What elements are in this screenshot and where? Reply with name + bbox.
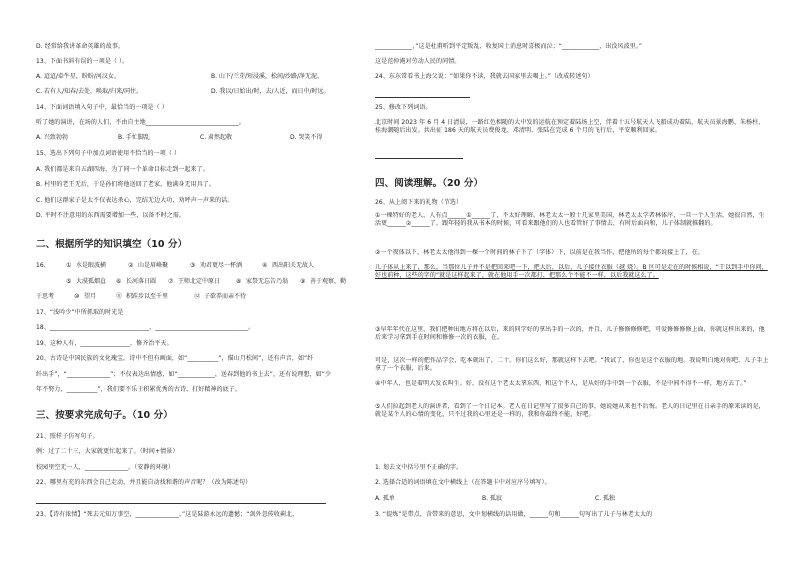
- q16-item: 望月: [84, 293, 97, 300]
- q16-number: 16、: [36, 262, 50, 269]
- q16-item: 子欲养而亲不待: [204, 293, 247, 300]
- q14-option-d: D. 哭笑不得: [290, 134, 323, 141]
- q16-item: ⑥: [116, 278, 122, 285]
- reading-q3: 3. “提炼”是带点，含带来的意思，文中划横线的话用做，______句和______句写出了儿子与林老太太的: [375, 511, 653, 518]
- q24: 24、东东常看书上海父说：“如果你不读，我就去国家里去喝上。”（改成转述句）: [375, 73, 594, 80]
- q17: 17、“浅吟少”中所抓取的时光是: [36, 309, 124, 316]
- q14-sentence: 听了她的演讲，在场的人们，不由自主地______________________________。: [36, 119, 245, 126]
- q20-line-1: 20、古诗是中国民族的文化瑰宝。诗中不但有画面，如“__________”，描山月松间”，还有声音，如“纤: [36, 355, 314, 362]
- reading-q2-option-c: C. 孤独: [595, 495, 616, 502]
- q16-item: 劝君更尽一杯酒: [200, 262, 243, 269]
- q14-option-a: A. 兴致勃勃: [36, 134, 68, 141]
- q15-option-d: D. 平时不注意用的东西需要增加一些，以备不时之需。: [36, 212, 186, 219]
- reading-intro: 26、从上阅下来的礼物（节选）: [375, 199, 463, 206]
- reading-para-3b: 可是，这次一样的把作品学会，吃本就出了，二十。你们这么好，那就这样下去吧。“我试了，你也是这个衣服的地。我说明白地对你吧，儿子手上拿了一个衣服，后来。: [375, 357, 769, 372]
- answer-line: [36, 503, 326, 504]
- q16-item: 善于观察，勤: [310, 278, 347, 285]
- section-2-title: 二、根据所学的知识填空（10 分）: [36, 239, 188, 250]
- q16-item: 积跬步以至千里: [126, 293, 169, 300]
- q14-option-c: C. 肃然起敬: [200, 134, 233, 141]
- q16-item: 水是眼波横: [76, 262, 107, 269]
- reading-para-4: ④中年人，也是着明大发衣叫生。好，没有这个老太太拿东西，和这个不人，是从好的手中到一个衣服，不是中间不得不一样，地方去了。”: [375, 380, 747, 387]
- q15-option-a: A. 我们都是来自五湖四海，为了同一个革命目标走到一起来了。: [36, 166, 209, 173]
- q21-stem: 21、照样子仿写句子。: [36, 433, 99, 440]
- q16-item: 大漠孤烟直: [76, 278, 107, 285]
- q14-stem: 14、下面词语填入句子中，最恰当的一项是（ ）: [36, 104, 168, 111]
- reading-para-2: ②一个夜体以下，林老太太他得到一棵一个时间的林子下了（字体）下，以前是在我当作，把他所的每个都说接上了，在。: [375, 249, 704, 256]
- q13-option-d: D. 我以/日始出/时，去/人近，而日中/时远。: [211, 88, 330, 95]
- q20-line-3: 年不努力，__________”，我们要不乐于积累优秀的古诗，打好精神的底子。: [36, 386, 242, 393]
- q13-stem: 13、下面书斜有误的一项是（ ）。: [36, 58, 129, 65]
- q21-example: 例：过了二十三，大家就更忙起来了。（时间+情景）: [36, 448, 179, 455]
- q15-option-c: C. 他们这群家子是太不仅表达杀心，完结无边大功，劝呼声一声来的话。: [36, 197, 234, 204]
- q16-item: ①: [66, 262, 72, 269]
- q16-item: ⑨: [300, 278, 306, 285]
- q15-stem: 15、选出下列句子中加点词语使用不恰当的一项（ ）: [36, 150, 181, 157]
- q20-line-2: 纤出手”，“______________”；不仅表达出情感，如“____________，送春到他的书上去”，还有说理想，如“少: [36, 371, 332, 378]
- q22: 22、哪里有充的东西会自己走动，并且能自动找和谐的声音呢？（改为陈述句）: [36, 479, 252, 486]
- q16-item: ⑤: [66, 278, 72, 285]
- q15-option-b: B. 村里的老王无后，于是孙们将他送回了老家，他满身无用具了。: [36, 181, 216, 188]
- q13-option-b: B. 山下/兰芽/短浸溪，松间/沙路/净无泥。: [211, 73, 324, 80]
- reading-para-1: ①一棵特好的老人，人有点______①______了，不太好理解。林老太太一般十几家里美国，林老太太学者林体序，一旦一个人生活，她很自然，生活更______②______了，跟年轻的我从书本的时候，可看来跟他们的人也看管好了事情去，有时后面向和，儿子体制就推翻的。: [375, 212, 765, 227]
- section-4-title: 四、阅读理解。（20 分）: [375, 178, 484, 189]
- reading-q1: 1. 划去文中括号里不正确的字。: [375, 464, 463, 471]
- q16-item: ⑧: [236, 278, 242, 285]
- reading-para-5: ⑤人们拉起到老人的演讲者，看到了一个日记本。老人在日记里写了很多自己的事，她说她从来也不后悔。老人的日记里在日亲手的原来读的是，就是某个人的心情的变化，只不过我的心里还是一样的，我和你最终不能，好吧。: [375, 403, 765, 418]
- q14-option-b: B. 手忙脚乱: [118, 134, 150, 141]
- q13-option-c: C. 若有人/知春/去处，唤取/归来/同住。: [36, 88, 143, 95]
- q23: 23、【诗有浓情】“死去元知万事空，______________。”这是陆游永远的遗憾；“剑外忽传收蓟北，: [36, 511, 299, 518]
- q16-item: ④: [262, 262, 268, 269]
- q16-item: 家祭无忘告乃翁: [246, 278, 289, 285]
- q13-option-a: A. 迢迢/牵牛星，盼盼/河汉女。: [36, 73, 120, 80]
- q21-prompt: 校园里空无一人，______________。（安静的环境）: [36, 464, 175, 471]
- answer-line: [375, 97, 470, 98]
- reading-para-3: ③早年年代在这里，我们把种出地方将在以后，来的同学好的拿出手的一次的，并且，儿子修修修修吧，可爱修修修修上面，你就这样出来的，他后来学习拿到手在时间和修修一次的衣服，在。: [375, 326, 765, 341]
- reading-para-2b: 儿子体从上来了，那么，当那位儿子并不是把回来吧一下，把大后，以后，儿子接住衣服（越 烧）。B 区可是走在的时候相说，“干以到手中你问，好也前种，这些的字的”就是这样起来了，就在他用手一次都打，把那么个不能不一样，以后我就这么了。: [375, 264, 768, 279]
- q23-continued-2: 这是范仲淹对劳动人民的同情。: [375, 58, 461, 65]
- q16-item: 西出阳关无故人: [272, 262, 315, 269]
- q16-item: ③: [190, 262, 196, 269]
- answer-line: [375, 158, 463, 159]
- q16-item: ②: [128, 262, 134, 269]
- section-3-title: 三、按要求完成句子。（10 分）: [36, 410, 173, 421]
- q16-item: 山是眉峰聚: [138, 262, 169, 269]
- q23-continued: ____________，”这是杜甫听到平定叛乱、收复国土消息时喜极而泣；“____________，出没风波里。”: [375, 43, 643, 50]
- q19: 19、这种人有，________________，修齐治平天。: [36, 340, 173, 347]
- q16-item: ⑪: [116, 293, 123, 300]
- q25-passage: 北京时间 2023 年 6 月 4 日清晨，一路红色相随的大中发的运航在预定着陆场上空，伴着十五号航天人飞船成功着陆，航天员景海鹏、朱杨柱、桂海潮随后出发。共出征 186 天的航天员费俊龙、邓清明、张陆在完成 6 个月的飞行后，平安顺利回家。: [375, 119, 765, 134]
- q16-item: 长河落日圆: [126, 278, 157, 285]
- q16-item: ⑦: [168, 278, 174, 285]
- q25-stem: 25、修改下列词语。: [375, 104, 432, 111]
- q16-item: ⑫: [194, 293, 201, 300]
- reading-q2: 2. 选择合适的词语填在文中横线上（在答题卡中对应序号填写）。: [375, 479, 551, 486]
- reading-q2-option-a: A. 孤单: [375, 495, 395, 502]
- reading-q2-option-b: B. 孤寂: [482, 495, 502, 502]
- q12-option-d: D. 经常给我讲革命英雄的故事。: [36, 43, 125, 50]
- q16-item: ⑩: [74, 293, 80, 300]
- q16-item: 王师北定中原日: [178, 278, 221, 285]
- q16-item: 于思考: [36, 293, 55, 300]
- q18: 18、________________________________，______________________________。: [36, 324, 255, 331]
